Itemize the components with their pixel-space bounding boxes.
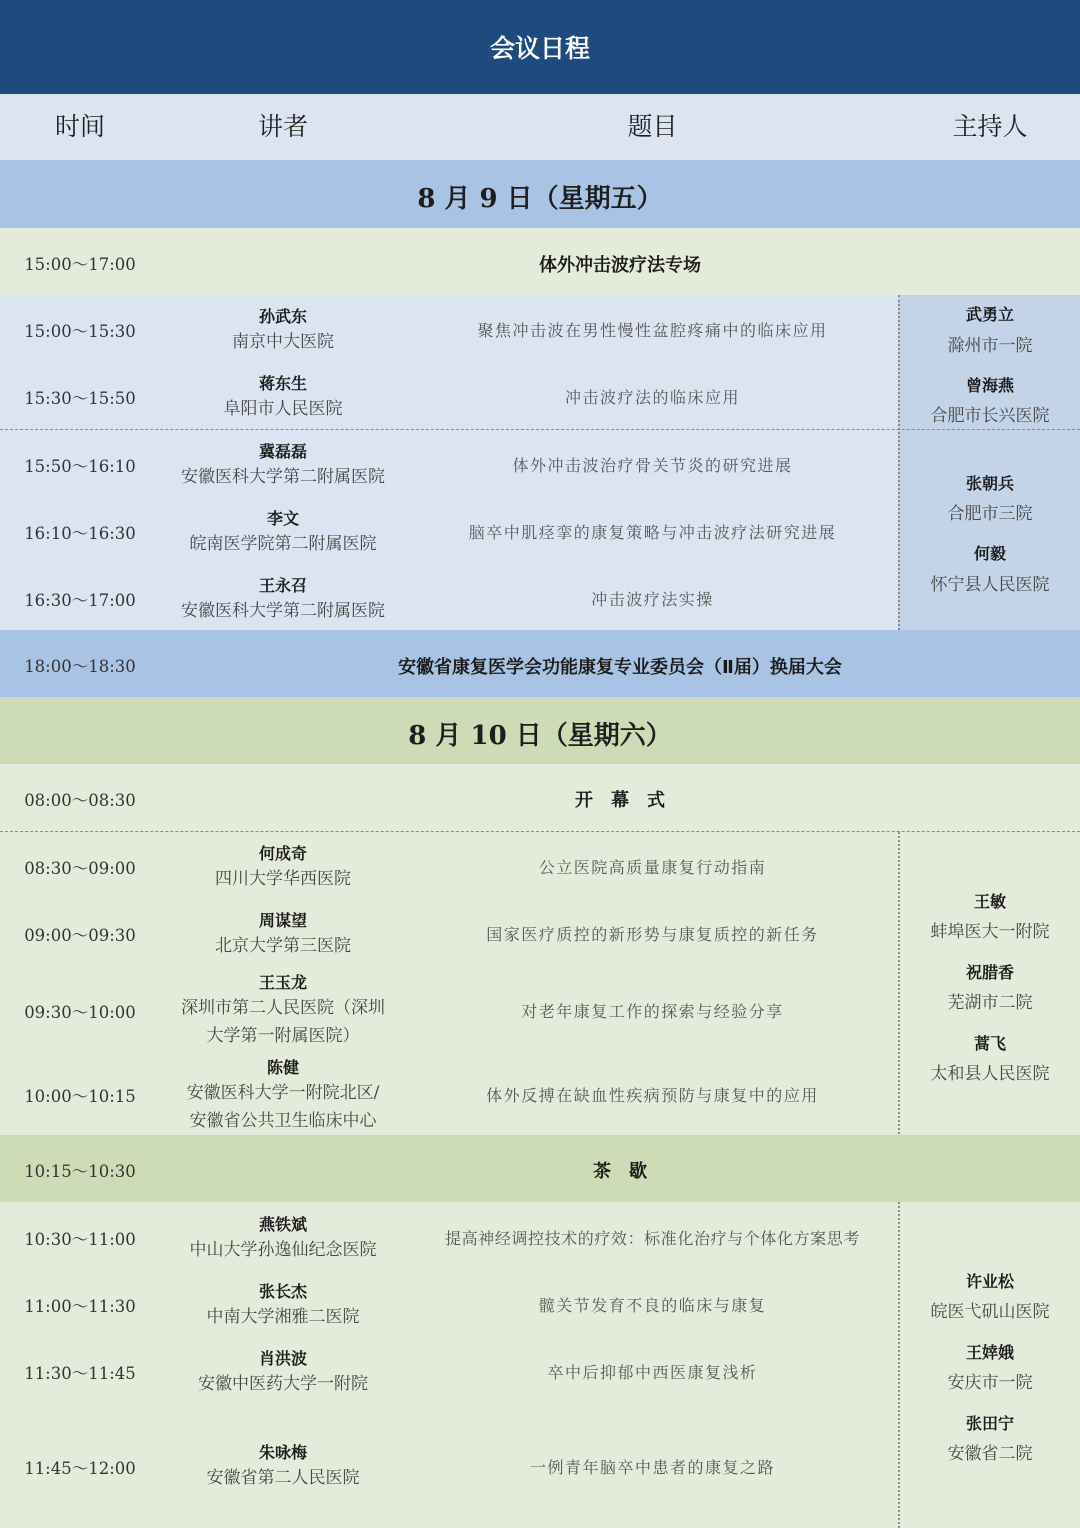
- talk-topic: 卒中后抑郁中西医康复浅析: [547, 1363, 758, 1382]
- speaker-org: 安徽中医药大学一附院: [198, 1374, 368, 1394]
- time-cell: 09:30～10:00: [24, 1003, 136, 1022]
- time-cell: 08:00～08:30: [24, 791, 136, 810]
- host-org: 合肥市三院: [947, 504, 1033, 524]
- host-org: 怀宁县人民医院: [930, 575, 1050, 595]
- speaker-name: 蒋东生: [258, 374, 307, 393]
- talk-topic: 冲击波疗法实操: [591, 590, 714, 609]
- talk-topic: 脑卒中肌痉挛的康复策略与冲击波疗法研究进展: [468, 523, 837, 542]
- host-name: 曾海燕: [965, 376, 1014, 395]
- host-org: 合肥市长兴医院: [930, 406, 1050, 426]
- speaker-org: 北京大学第三医院: [215, 936, 351, 956]
- host-name: 王婞娥: [965, 1343, 1014, 1362]
- speaker-org: 安徽医科大学第二附属医院: [181, 467, 385, 487]
- host-name: 蒿飞: [973, 1034, 1006, 1053]
- speaker-name: 孙武东: [258, 307, 307, 326]
- host-name: 祝腊香: [965, 963, 1014, 982]
- page-title: 会议日程: [0, 0, 1080, 94]
- speaker-name: 朱咏梅: [258, 1443, 307, 1462]
- talk-topic: 公立医院高质量康复行动指南: [538, 858, 767, 877]
- speaker-org: 安徽医科大学第二附属医院: [181, 601, 385, 621]
- talk-topic: 体外冲击波治疗骨关节炎的研究进展: [512, 456, 793, 475]
- speaker-org: 四川大学华西医院: [215, 869, 351, 889]
- time-cell: 16:30～17:00: [24, 591, 136, 610]
- speaker-org: 中山大学孙逸仙纪念医院: [189, 1240, 377, 1260]
- speaker-org: 中南大学湘雅二医院: [206, 1307, 360, 1327]
- time-cell: 10:30～11:00: [24, 1230, 136, 1249]
- day1-session1-row: [0, 228, 1080, 295]
- speaker-name: 燕铁斌: [258, 1215, 307, 1234]
- speaker-name: 李文: [266, 509, 299, 528]
- host-name: 张田宁: [965, 1414, 1014, 1433]
- session-title: 安徽省康复医学会功能康复专业委员会（Ⅱ届）换届大会: [398, 657, 842, 678]
- host-name: 张朝兵: [965, 474, 1014, 493]
- host-name: 许业松: [965, 1272, 1014, 1291]
- host-org: 皖医弋矶山医院: [930, 1302, 1050, 1322]
- talk-topic: 聚焦冲击波在男性慢性盆腔疼痛中的临床应用: [477, 321, 828, 340]
- host-org: 滁州市一院: [947, 336, 1033, 356]
- speaker-org: 安徽省公共卫生临床中心: [189, 1111, 377, 1131]
- day1-date-row: [0, 160, 1080, 228]
- session-title: 茶 歇: [593, 1161, 647, 1182]
- speaker-name: 冀磊磊: [258, 442, 307, 461]
- speaker-org: 深圳市第二人民医院（深圳: [181, 998, 385, 1018]
- day2-date-row: [0, 697, 1080, 764]
- header-topic: 题目: [627, 112, 678, 141]
- time-cell: 15:00～17:00: [24, 255, 136, 274]
- talk-topic: 国家医疗质控的新形势与康复质控的新任务: [486, 925, 819, 944]
- speaker-name: 王玉龙: [258, 973, 307, 992]
- day2-date: 8 月 10 日（星期六）: [408, 721, 672, 751]
- day2-break-row: [0, 1135, 1080, 1202]
- talk-topic: 提高神经调控技术的疗效：标准化治疗与个体化方案思考: [444, 1229, 860, 1248]
- day2-host-column-b: [898, 1202, 1080, 1528]
- header-speaker: 讲者: [257, 112, 308, 141]
- time-cell: 11:30～11:45: [24, 1364, 136, 1383]
- time-cell: 15:00～15:30: [24, 322, 136, 341]
- time-cell: 16:10～16:30: [24, 524, 136, 543]
- host-org: 太和县人民医院: [930, 1064, 1050, 1084]
- day1-session2-row: [0, 630, 1080, 697]
- talk-topic: 髋关节发育不良的临床与康复: [538, 1296, 767, 1315]
- talk-topic: 对老年康复工作的探索与经验分享: [521, 1002, 784, 1021]
- speaker-org: 安徽省第二人民医院: [206, 1468, 360, 1488]
- day1-date: 8 月 9 日（星期五）: [417, 184, 663, 214]
- speaker-org: 安徽医科大学一附院北区/: [186, 1083, 380, 1103]
- speaker-name: 王永召: [258, 576, 307, 595]
- time-cell: 10:15～10:30: [24, 1162, 136, 1181]
- time-cell: 09:00～09:30: [24, 926, 136, 945]
- talk-topic: 体外反搏在缺血性疾病预防与康复中的应用: [486, 1086, 819, 1105]
- day2-opening-row: [0, 764, 1080, 831]
- host-org: 安徽省二院: [947, 1444, 1033, 1464]
- time-cell: 10:00～10:15: [24, 1087, 136, 1106]
- host-org: 芜湖市二院: [947, 993, 1033, 1013]
- host-name: 武勇立: [965, 305, 1014, 324]
- speaker-name: 何成奇: [258, 844, 307, 863]
- time-cell: 15:30～15:50: [24, 389, 136, 408]
- time-cell: 18:00～18:30: [24, 657, 136, 676]
- session-title: 开 幕 式: [575, 790, 665, 811]
- host-org: 蚌埠医大一附院: [930, 922, 1050, 942]
- host-name: 王敏: [973, 892, 1006, 911]
- session-title: 体外冲击波疗法专场: [539, 255, 701, 276]
- header-host: 主持人: [952, 112, 1028, 141]
- table-header: [0, 94, 1080, 160]
- speaker-org: 南京中大医院: [232, 332, 334, 352]
- time-cell: 11:45～12:00: [24, 1459, 136, 1478]
- time-cell: 11:00～11:30: [24, 1297, 136, 1316]
- time-cell: 08:30～09:00: [24, 859, 136, 878]
- talk-topic: 一例青年脑卒中患者的康复之路: [529, 1458, 775, 1477]
- speaker-org: 大学第一附属医院）: [206, 1026, 360, 1046]
- speaker-name: 张长杰: [258, 1282, 307, 1301]
- day2-host-column-a: [898, 832, 1080, 1134]
- speaker-name: 周谋望: [258, 911, 307, 930]
- speaker-name: 陈健: [266, 1058, 299, 1077]
- speaker-org: 阜阳市人民医院: [223, 399, 343, 419]
- host-org: 安庆市一院: [947, 1373, 1033, 1393]
- divider: [0, 429, 1080, 430]
- speaker-org: 皖南医学院第二附属医院: [189, 534, 377, 554]
- talk-topic: 冲击波疗法的临床应用: [564, 388, 740, 407]
- host-name: 何毅: [973, 544, 1006, 563]
- header-time: 时间: [54, 112, 105, 141]
- time-cell: 15:50～16:10: [24, 457, 136, 476]
- speaker-name: 肖洪波: [258, 1349, 307, 1368]
